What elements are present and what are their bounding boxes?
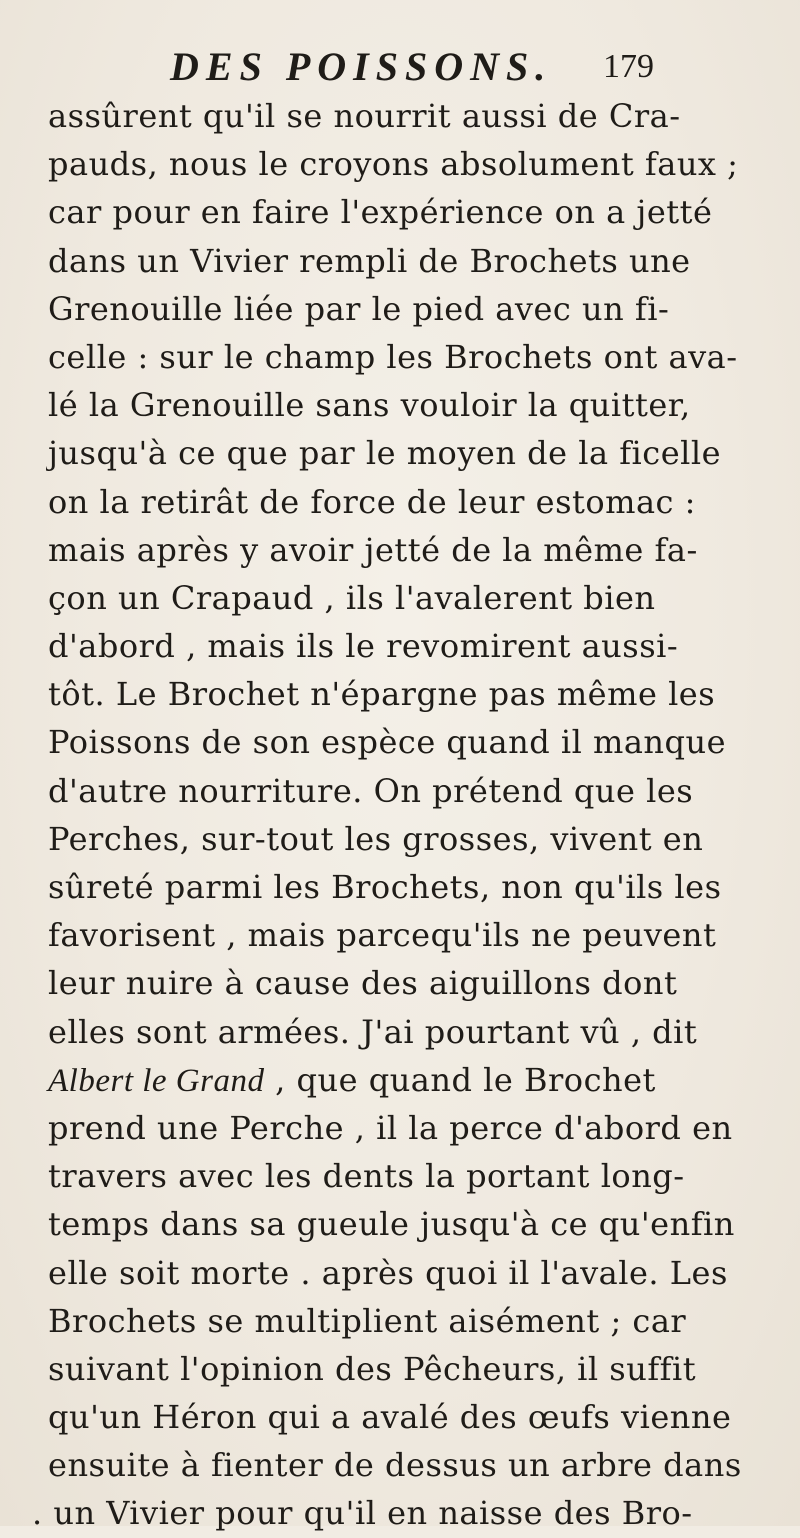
text-line: assûrent qu'il se nourrit aussi de Cra- bbox=[48, 97, 681, 135]
text-line: car pour en faire l'expérience on a jetté bbox=[48, 193, 713, 232]
text-line: sûreté parmi les Brochets, non qu'ils les bbox=[48, 868, 722, 906]
text-line: leur nuire à cause des aiguillons dont bbox=[48, 964, 678, 1003]
text-line: çon un Crapaud , ils l'avalerent bien bbox=[48, 578, 656, 617]
text-line: on la retirât de force de leur estomac : bbox=[48, 482, 696, 521]
text-line: tôt. Le Brochet n'épargne pas même les bbox=[48, 675, 716, 714]
author-name: Albert le Grand bbox=[48, 1062, 265, 1099]
text-line: elles sont armées. J'ai pourtant vû , dit bbox=[48, 1012, 698, 1051]
text-line: d'autre nourriture. On prétend que les bbox=[48, 771, 694, 810]
text-line: . un Vivier pour qu'il en naisse des Bro- bbox=[32, 1494, 693, 1533]
text-line: mais après y avoir jetté de la même fa- bbox=[48, 530, 698, 569]
text-line: elle soit morte . après quoi il l'avale. Les bbox=[48, 1253, 728, 1292]
text-line: travers avec les dents la portant long- bbox=[48, 1157, 685, 1196]
text-line-rest: , que quand le Brochet bbox=[264, 1060, 656, 1099]
running-head bbox=[170, 40, 690, 94]
text-line: qu'un Héron qui a avalé des œufs vienne bbox=[48, 1398, 732, 1437]
text-line: celle : sur le champ les Brochets ont ava- bbox=[48, 337, 738, 376]
text-line: prend une Perche , il la perce d'abord en bbox=[48, 1108, 733, 1147]
body-text bbox=[32, 92, 786, 1538]
page-number: 179 bbox=[603, 48, 654, 85]
text-line: Grenouille liée par le pied avec un fi- bbox=[48, 289, 670, 328]
running-head-title: DES POISSONS. bbox=[170, 44, 553, 89]
text-line: Brochets se multiplient aisément ; car bbox=[48, 1301, 687, 1340]
text-line: d'abord , mais ils le revomirent aussi- bbox=[48, 627, 679, 666]
text-line: Perches, sur-tout les grosses, vivent en bbox=[48, 819, 704, 858]
text-line: jusqu'à ce que par le moyen de la ficelle bbox=[48, 434, 722, 473]
text-line-with-author bbox=[46, 1056, 786, 1104]
text-line: pauds, nous le croyons absolument faux ; bbox=[48, 145, 739, 184]
text-line: Poissons de son espèce quand il manque bbox=[48, 723, 727, 762]
text-line: suivant l'opinion des Pêcheurs, il suffit bbox=[48, 1349, 697, 1388]
text-line: lé la Grenouille sans vouloir la quitter, bbox=[48, 386, 691, 425]
text-line: ensuite à fienter de dessus un arbre dans bbox=[48, 1446, 742, 1485]
text-line: temps dans sa gueule jusqu'à ce qu'enfin bbox=[48, 1205, 735, 1244]
text-line: favorisent , mais parcequ'ils ne peuvent bbox=[48, 916, 717, 955]
text-line: dans un Vivier rempli de Brochets une bbox=[48, 241, 691, 280]
